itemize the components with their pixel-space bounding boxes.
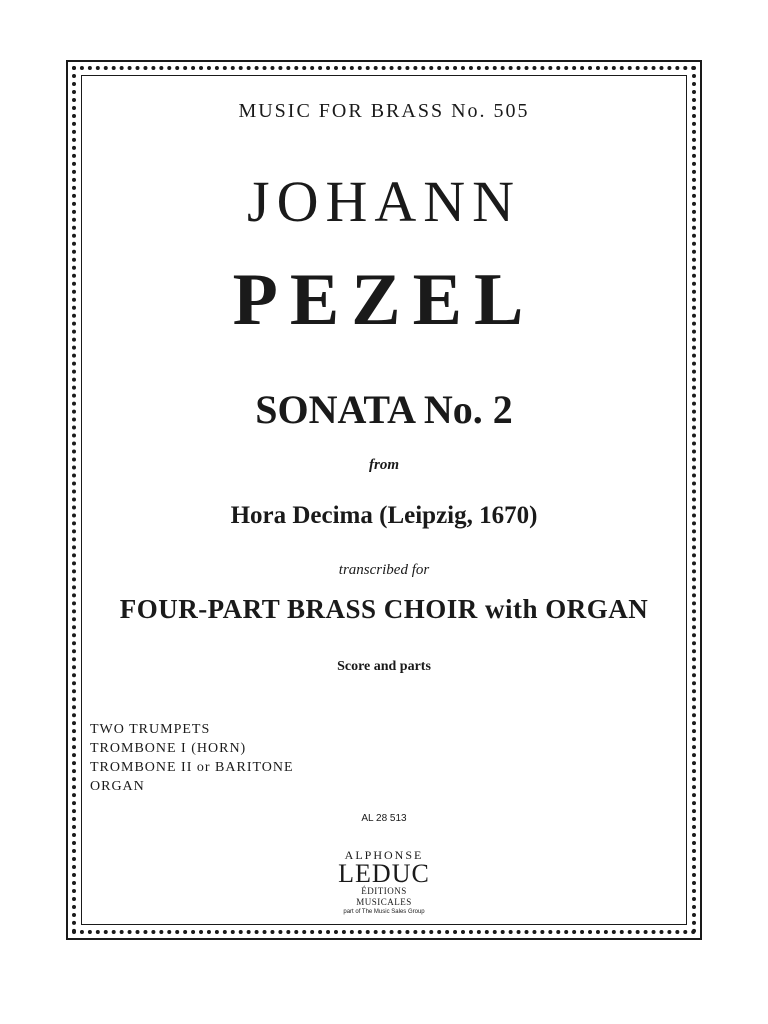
instrument-item: TROMBONE I (HORN) — [90, 741, 247, 756]
work-title: SONATA No. 2 — [255, 387, 513, 432]
series-title: MUSIC FOR BRASS No. 505 — [238, 100, 530, 122]
publisher-logo — [334, 848, 434, 916]
from-label: from — [369, 457, 399, 473]
score-note: Score and parts — [337, 659, 431, 674]
transcribed-label: transcribed for — [338, 562, 430, 578]
publisher-group: part of The Music Sales Group — [343, 909, 425, 915]
source-title: Hora Decima (Leipzig, 1670) — [230, 502, 538, 529]
publisher-name-first: ALPHONSE — [344, 848, 424, 862]
instrument-item: TWO TRUMPETS — [90, 722, 211, 737]
instrument-list — [90, 720, 294, 796]
catalog-number: AL 28 513 — [361, 813, 407, 824]
composer-first-name: JOHANN — [247, 169, 521, 234]
instrument-item: TROMBONE II or BARITONE — [90, 760, 294, 775]
composer-last-name: PEZEL — [232, 259, 536, 341]
arrangement-title: FOUR-PART BRASS CHOIR with ORGAN — [119, 594, 649, 624]
publisher-name-last: LEDUC — [338, 859, 430, 888]
instrument-item: ORGAN — [90, 779, 145, 794]
publisher-imprint: ÉDITIONS MUSICALES — [356, 886, 412, 907]
